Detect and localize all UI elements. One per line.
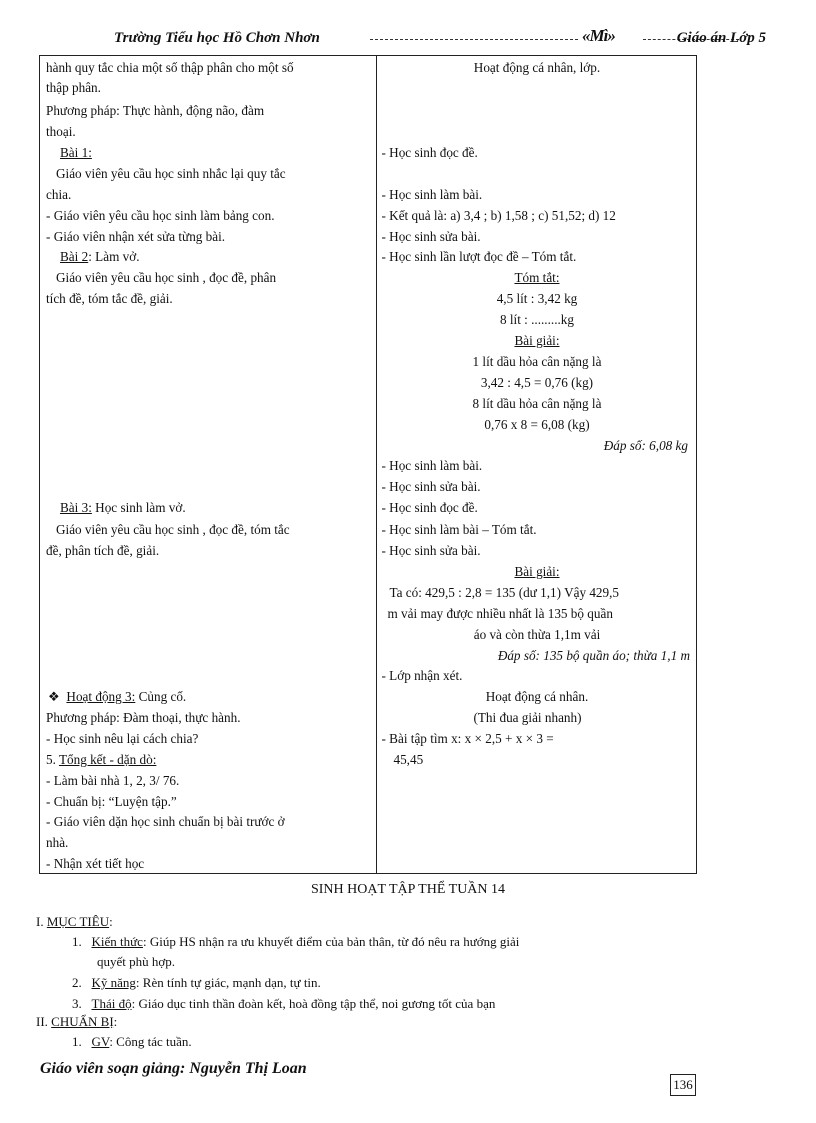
summary-heading xyxy=(46,750,156,770)
header-divider xyxy=(370,39,578,40)
activity-heading xyxy=(48,687,186,707)
text-line: - Học sinh đọc đề. xyxy=(381,145,478,160)
exercise-line xyxy=(60,247,140,267)
item-number: 1. xyxy=(72,934,82,949)
answer-line: Đáp số: 135 bộ quần áo; thừa 1,1 m xyxy=(497,648,690,663)
text-line: Hoạt động cá nhân. xyxy=(485,689,589,704)
item-label: Kỹ năng xyxy=(91,975,136,990)
text-line: - Học sinh nêu lại cách chia? xyxy=(46,731,199,746)
text-line: - Giáo viên nhận xét sửa từng bài. xyxy=(46,229,226,244)
exercise-text: Học sinh làm vở. xyxy=(91,500,186,515)
text-line: m vải may được nhiều nhất là 135 bộ quần xyxy=(387,606,613,621)
text-line: Phương pháp: Đàm thoại, thực hành. xyxy=(46,710,241,725)
objectives-colon: : xyxy=(109,914,113,929)
header-ornament: «Mì» xyxy=(582,26,615,45)
teacher-signature: Giáo viên soạn giảng: Nguyễn Thị Loan xyxy=(40,1060,307,1077)
text-line: - Kết quả là: a) 3,4 ; b) 1,58 ; c) 51,52; d) 12 xyxy=(381,208,616,223)
item-label: Kiến thức xyxy=(91,934,143,949)
text-line: - Chuẩn bị: “Luyện tập.” xyxy=(46,794,177,809)
text-line: 3,42 : 4,5 = 0,76 (kg) xyxy=(480,375,594,390)
item-text: : Công tác tuần. xyxy=(109,1034,192,1049)
item-number: 1. xyxy=(72,1034,82,1049)
exercise-heading: Bài 2 xyxy=(60,249,89,264)
school-name: Trường Tiểu học Hồ Chơn Nhơn xyxy=(114,30,320,46)
text-line: thoại. xyxy=(46,124,76,139)
text-line: áo và còn thừa 1,1m vải xyxy=(473,627,601,642)
list-item xyxy=(72,994,495,1014)
text-line: tích đề, tóm tắc đề, giải. xyxy=(46,291,173,306)
summary-number: 5. xyxy=(46,752,59,767)
text-line: Ta có: 429,5 : 2,8 = 135 (dư 1,1) Vậy 429,5 xyxy=(389,585,620,600)
objectives-heading xyxy=(36,912,113,932)
exercise-heading: Bài 3: xyxy=(60,500,92,515)
text-line: Hoạt động cá nhân, lớp. xyxy=(473,60,601,75)
text-line: - Bài tập tìm x: x × 2,5 + x × 3 = xyxy=(381,731,554,746)
text-line: - Học sinh làm bài – Tóm tắt. xyxy=(381,522,537,537)
preparation-number: II. xyxy=(36,1014,52,1029)
text-line: - Học sinh sửa bài. xyxy=(381,543,481,558)
text-line: - Học sinh sửa bài. xyxy=(381,229,481,244)
item-text: : Giúp HS nhận ra ưu khuyết điểm của bản thân, từ đó nêu ra hướng giải xyxy=(142,934,520,949)
text-line: - Giáo viên yêu cầu học sinh làm bảng con. xyxy=(46,208,275,223)
activity-label: Hoạt động 3: xyxy=(66,689,136,704)
text-line: hành quy tắc chia một số thập phân cho một số xyxy=(46,60,294,75)
list-item xyxy=(72,1032,192,1052)
text-line: Giáo viên yêu cầu học sinh , đọc đề, phân xyxy=(56,270,277,285)
text-line: 8 lít : .........kg xyxy=(499,312,574,327)
list-item xyxy=(72,973,321,993)
lesson-table xyxy=(39,55,697,874)
text-line: - Học sinh sửa bài. xyxy=(381,479,481,494)
text-line: - Làm bài nhà 1, 2, 3/ 76. xyxy=(46,773,180,788)
student-activity-column xyxy=(377,56,697,874)
section-title: SINH HOẠT TẬP THỂ TUẦN 14 xyxy=(310,882,506,897)
text-line: 8 lít dầu hỏa cân nặng là xyxy=(472,396,602,411)
solution-title: Bài giải: xyxy=(514,333,560,348)
exercise-line xyxy=(60,498,186,518)
exercise-text: : Làm vở. xyxy=(88,249,140,264)
text-line: đề, phân tích đề, giải. xyxy=(46,543,160,558)
text-line: Phương pháp: Thực hành, động não, đàm xyxy=(46,103,265,118)
summary-title: Tóm tắt: xyxy=(514,270,560,285)
answer-line: Đáp số: 6,08 kg xyxy=(603,438,688,453)
text-line: - Học sinh lần lượt đọc đề – Tóm tắt. xyxy=(381,249,577,264)
text-line: - Nhận xét tiết học xyxy=(46,856,145,871)
page-header xyxy=(100,26,768,52)
preparation-colon: : xyxy=(113,1014,118,1029)
list-item xyxy=(72,932,519,952)
item-number: 3. xyxy=(72,996,82,1011)
text-line: - Học sinh làm bài. xyxy=(381,187,483,202)
text-line: 0,76 x 8 = 6,08 (kg) xyxy=(484,417,590,432)
text-line: - Lớp nhận xét. xyxy=(381,668,463,683)
text-line: nhà. xyxy=(46,835,69,850)
text-line: - Giáo viên dặn học sinh chuẩn bị bài trước ở xyxy=(46,814,285,829)
preparation-label: CHUẨN BỊ xyxy=(51,1014,114,1029)
summary-label: Tổng kết - dặn dò: xyxy=(58,752,157,767)
activity-text: Củng cố. xyxy=(135,689,187,704)
text-line: - Học sinh đọc đề. xyxy=(381,500,478,515)
text-line: 4,5 lít : 3,42 kg xyxy=(496,291,578,306)
item-label: GV xyxy=(91,1034,110,1049)
objectives-label: MỤC TIÊU xyxy=(46,914,110,929)
item-text: : Rèn tính tự giác, mạnh dạn, tự tin. xyxy=(135,975,321,990)
text-line: Giáo viên yêu cầu học sinh , đọc đề, tóm tắc xyxy=(56,522,290,537)
item-text: : Giáo dục tinh thần đoàn kết, hoà đồng tập thể, noi gương tốt của bạn xyxy=(131,996,496,1011)
text-line: Giáo viên yêu cầu học sinh nhắc lại quy tắc xyxy=(56,166,286,181)
text-line: 45,45 xyxy=(393,752,424,767)
text-line: 1 lít dầu hỏa cân nặng là xyxy=(472,354,602,369)
page-number: 136 xyxy=(670,1074,696,1096)
text-line: (Thi đua giải nhanh) xyxy=(473,710,582,725)
preparation-heading xyxy=(36,1012,117,1032)
grade-label: Giáo án Lớp 5 xyxy=(676,30,766,46)
item-number: 2. xyxy=(72,975,82,990)
text-line: - Học sinh làm bài. xyxy=(381,458,483,473)
text-line: thập phân. xyxy=(46,80,101,95)
diamond-bullet-icon: ❖ xyxy=(48,689,60,704)
text-line: chia. xyxy=(46,187,72,202)
objectives-number: I. xyxy=(36,914,47,929)
item-label: Thái độ xyxy=(91,996,132,1011)
teacher-activity-column xyxy=(40,56,377,874)
exercise-heading: Bài 1: xyxy=(60,145,92,160)
list-item-continuation: quyết phù hợp. xyxy=(97,954,176,969)
solution-title: Bài giải: xyxy=(514,564,560,579)
